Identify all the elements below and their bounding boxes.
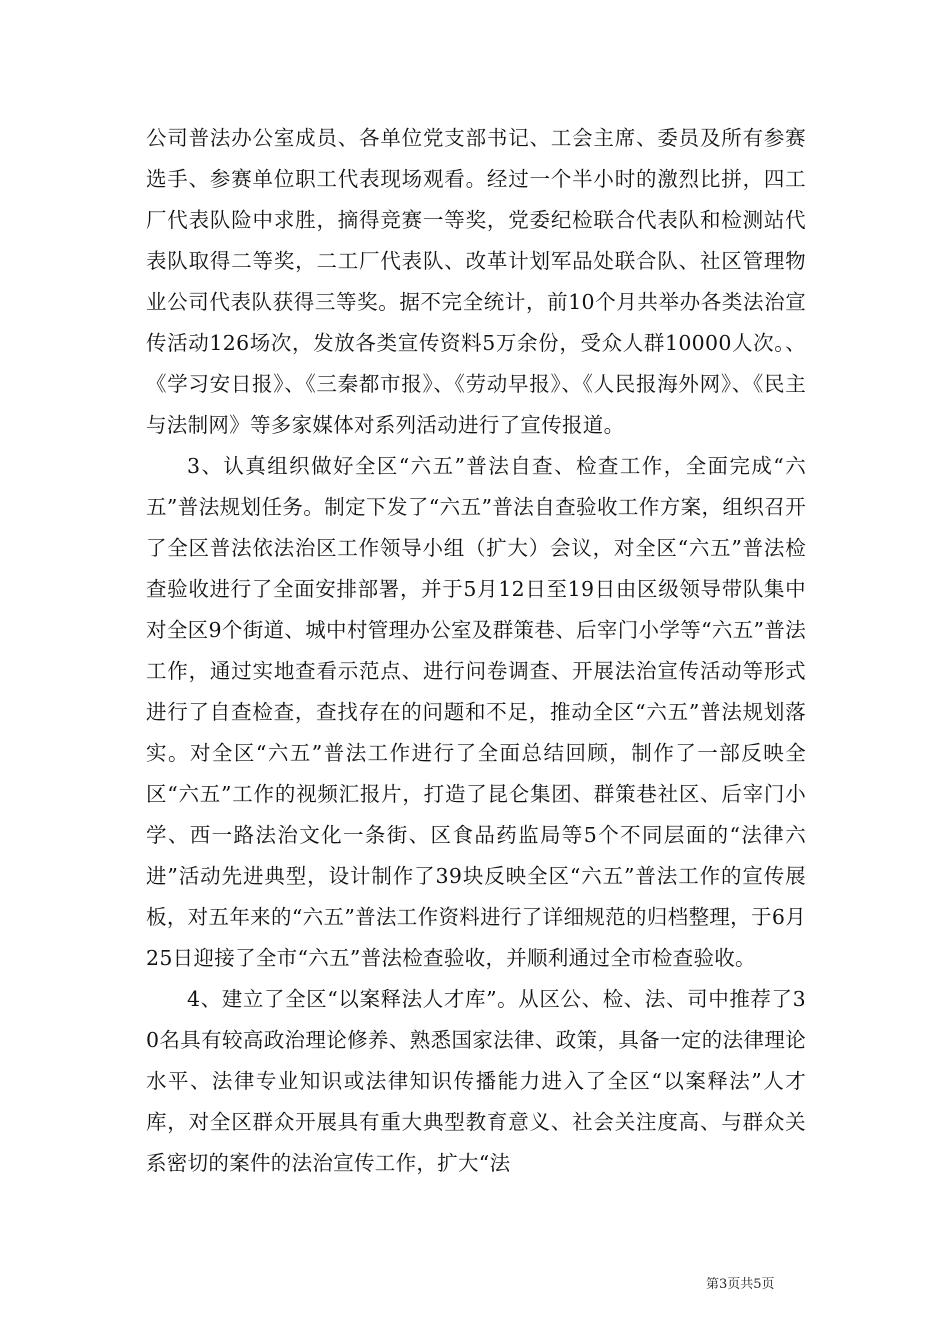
paragraph-2: 3、认真组织做好全区“六五”普法自查、检查工作，全面完成“六五”普法规划任务。制定下发了“六五”普法自查验收工作方案，组织召开了全区普法依法治区工作领导小组（扩大）会议，对全区“六五”普法检查验收进行了全面安排部署，并于5月12日至19日由区级领导带队集中对全区9个街道、城中村管理办公室及群策巷、后宰门小学等“六五”普法工作，通过实地查看示范点、进行问卷调查、开展法治宣传活动等形式进行了自查检查，查找存在的问题和不足，推动全区“六五”普法规划落实。对全区“六五”普法工作进行了全面总结回顾，制作了一部反映全区“六五”工作的视频汇报片，打造了昆仑集团、群策巷社区、后宰门小学、西一路法治文化一条街、区食品药监局等5个不同层面的“法律六进”活动先进典型，设计制作了39块反映全区“六五”普法工作的宣传展板，对五年来的“六五”普法工作资料进行了详细规范的归档整理，于6月25日迎接了全市“六五”普法检查验收，并顺利通过全市检查验收。 (146, 454, 806, 970)
page-number-footer: 第3页共5页 (706, 1277, 775, 1292)
paragraph-1: 公司普法办公室成员、各单位党支部书记、工会主席、委员及所有参赛选手、参赛单位职工代表现场观看。经过一个半小时的激烈比拼，四工厂代表队险中求胜，摘得竞赛一等奖，党委纪检联合代表队和检测站代表队取得二等奖，二工厂代表队、改革计划军品处联合队、社区管理物业公司代表队获得三等奖。据不完全统计，前10个月共举办各类法治宣传活动126场次，发放各类宣传资料5万余份，受众人群10000人次。、《学习安日报》、《三秦都市报》、《劳动早报》、《人民报海外网》、《民主与法制网》等多家媒体对系列活动进行了宣传报道。 (146, 126, 806, 437)
paragraph-3: 4、建立了全区“以案释法人才库”。从区公、检、法、司中推荐了30名具有较高政治理论修养、熟悉国家法律、政策，具备一定的法律理论水平、法律专业知识或法律知识传播能力进入了全区“以案释法”人才库，对全区群众开展具有重大典型教育意义、社会关注度高、与群众关系密切的案件的法治宣传工作，扩大“法 (146, 987, 806, 1175)
document-body (146, 118, 806, 1184)
